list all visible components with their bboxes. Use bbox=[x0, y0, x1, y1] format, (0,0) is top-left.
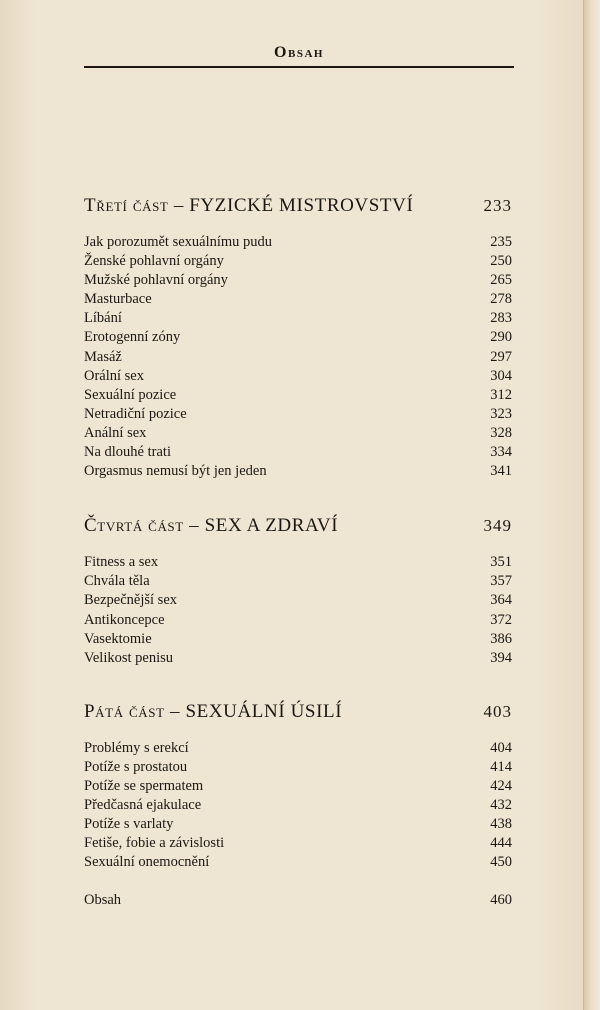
entry-title: Bezpečnější sex bbox=[84, 592, 178, 609]
toc-entry bbox=[84, 367, 512, 386]
toc-entry bbox=[84, 233, 512, 252]
toc-entry bbox=[84, 853, 512, 872]
entry-title: Mužské pohlavní orgány bbox=[84, 272, 228, 289]
entry-title: Erotogenní zóny bbox=[84, 329, 181, 346]
table-of-contents bbox=[84, 195, 512, 911]
toc-entry bbox=[84, 553, 512, 572]
entry-title: Orální sex bbox=[84, 367, 144, 384]
section-heading bbox=[84, 195, 512, 223]
toc-entries bbox=[84, 233, 512, 481]
section-heading bbox=[84, 701, 512, 729]
toc-entry bbox=[84, 462, 512, 481]
entry-page-number: 357 bbox=[490, 573, 512, 590]
section-heading bbox=[84, 515, 512, 543]
entry-title: Netradiční pozice bbox=[84, 405, 187, 422]
toc-entry bbox=[84, 443, 512, 462]
toc-entry bbox=[84, 290, 512, 309]
toc-section-4 bbox=[84, 515, 512, 668]
toc-section-5 bbox=[84, 701, 512, 873]
toc-section-3 bbox=[84, 195, 512, 481]
entry-page-number: 297 bbox=[490, 348, 512, 365]
toc-entry bbox=[84, 328, 512, 347]
section-page-number: 403 bbox=[483, 701, 512, 721]
entry-page-number: 351 bbox=[490, 554, 512, 571]
toc-entry bbox=[84, 758, 512, 777]
entry-page-number: 235 bbox=[490, 234, 512, 250]
running-header: Obsah bbox=[274, 44, 324, 61]
entry-title: Potíže s prostatou bbox=[84, 758, 188, 775]
section-spacer bbox=[84, 872, 512, 891]
toc-entry bbox=[84, 271, 512, 290]
entry-title: Ženské pohlavní orgány bbox=[84, 253, 224, 270]
entry-title: Antikoncepce bbox=[84, 611, 165, 628]
entry-page-number: 364 bbox=[490, 592, 512, 609]
entry-title: Jak porozumět sexuálnímu pudu bbox=[84, 234, 273, 250]
toc-entry bbox=[84, 405, 512, 424]
toc-entry bbox=[84, 630, 512, 649]
entry-title: Fetiše, fobie a závislosti bbox=[84, 835, 225, 852]
entry-page-number: 372 bbox=[490, 611, 512, 628]
toc-entry bbox=[84, 386, 512, 405]
entry-page-number: 460 bbox=[490, 892, 512, 909]
entry-title: Líbání bbox=[84, 310, 122, 327]
entry-page-number: 265 bbox=[490, 272, 512, 289]
entry-title: Problémy s erekcí bbox=[84, 739, 189, 756]
toc-entry bbox=[84, 815, 512, 834]
entry-page-number: 283 bbox=[490, 310, 512, 327]
entry-title: Anální sex bbox=[84, 424, 147, 441]
entry-page-number: 414 bbox=[490, 758, 512, 775]
section-title: Třetí část – FYZICKÉ MISTROVSTVÍ bbox=[84, 195, 414, 216]
section-page-number: 233 bbox=[483, 196, 512, 215]
entry-title: Orgasmus nemusí být jen jeden bbox=[84, 463, 267, 480]
toc-entry bbox=[84, 649, 512, 668]
entry-page-number: 304 bbox=[490, 367, 512, 384]
entry-page-number: 450 bbox=[490, 854, 512, 871]
entry-page-number: 394 bbox=[490, 649, 512, 666]
section-title: Čtvrtá část – SEX A ZDRAVÍ bbox=[84, 515, 339, 537]
header-rule bbox=[84, 66, 514, 68]
entry-page-number: 386 bbox=[490, 630, 512, 647]
entry-page-number: 278 bbox=[490, 291, 512, 308]
entry-title: Potíže se spermatem bbox=[84, 777, 204, 794]
entry-title: Potíže s varlaty bbox=[84, 816, 174, 833]
entry-page-number: 404 bbox=[490, 739, 512, 756]
toc-entry bbox=[84, 591, 512, 610]
entry-page-number: 341 bbox=[490, 463, 512, 480]
entry-page-number: 432 bbox=[490, 797, 512, 814]
section-title: Pátá část – SEXUÁLNÍ ÚSILÍ bbox=[84, 700, 343, 722]
entry-page-number: 290 bbox=[490, 329, 512, 346]
entry-page-number: 328 bbox=[490, 424, 512, 441]
entry-title: Velikost penisu bbox=[84, 649, 174, 666]
entry-title: Předčasná ejakulace bbox=[84, 797, 202, 814]
entry-page-number: 312 bbox=[490, 386, 512, 403]
entry-page-number: 250 bbox=[490, 253, 512, 270]
entry-page-number: 438 bbox=[490, 816, 512, 833]
entry-title: Vasektomie bbox=[84, 630, 152, 647]
page-edge bbox=[583, 0, 600, 1010]
toc-entry bbox=[84, 572, 512, 591]
toc-entries bbox=[84, 739, 512, 873]
toc-entry-closing bbox=[84, 891, 512, 910]
entry-title: Masturbace bbox=[84, 291, 152, 308]
section-spacer bbox=[84, 668, 512, 701]
toc-entry bbox=[84, 739, 512, 758]
toc-entry bbox=[84, 611, 512, 630]
entry-page-number: 444 bbox=[490, 835, 512, 852]
entry-title: Obsah bbox=[84, 892, 122, 909]
toc-entry bbox=[84, 777, 512, 796]
entry-title: Sexuální pozice bbox=[84, 386, 177, 403]
toc-entry bbox=[84, 309, 512, 328]
entry-title: Sexuální onemocnění bbox=[84, 854, 210, 871]
toc-entries bbox=[84, 553, 512, 668]
entry-title: Masáž bbox=[84, 348, 122, 365]
entry-title: Na dlouhé trati bbox=[84, 444, 171, 461]
entry-page-number: 334 bbox=[490, 444, 512, 461]
toc-entry bbox=[84, 424, 512, 443]
toc-entry bbox=[84, 252, 512, 271]
entry-page-number: 323 bbox=[490, 405, 512, 422]
entry-page-number: 424 bbox=[490, 777, 512, 794]
entry-title: Fitness a sex bbox=[84, 554, 159, 571]
toc-entry bbox=[84, 834, 512, 853]
section-spacer bbox=[84, 481, 512, 515]
entry-title: Chvála těla bbox=[84, 573, 150, 590]
section-page-number: 349 bbox=[483, 516, 512, 536]
toc-entry bbox=[84, 796, 512, 815]
toc-entry bbox=[84, 348, 512, 367]
